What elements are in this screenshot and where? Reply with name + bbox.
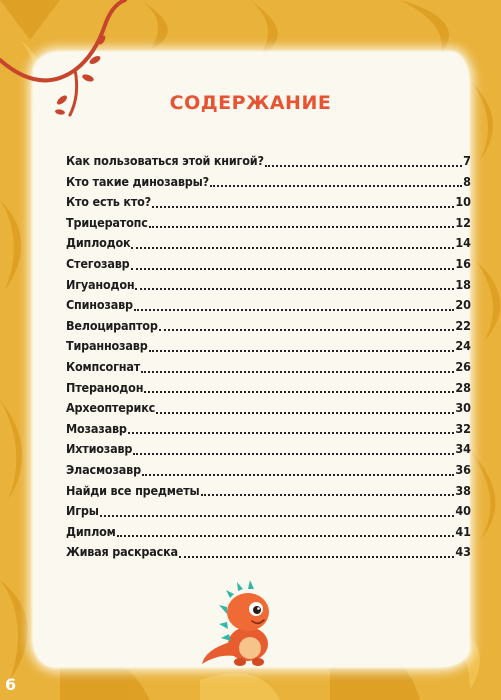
page-title: СОДЕРЖАНИЕ	[169, 92, 332, 114]
toc-entry	[66, 481, 471, 502]
toc-entry-page: 43	[455, 544, 471, 560]
toc-entry	[66, 254, 471, 275]
toc-entry-page: 38	[455, 482, 471, 498]
toc-dot-leader	[100, 514, 455, 517]
toc-dot-leader	[144, 390, 454, 393]
toc-entry-page: 10	[455, 194, 471, 210]
toc-dot-leader	[134, 308, 454, 311]
toc-entry-page: 34	[455, 441, 471, 457]
toc-entry	[66, 275, 471, 296]
toc-entry	[66, 501, 471, 522]
toc-entry	[66, 151, 471, 172]
toc-dot-leader	[152, 205, 454, 208]
toc-entry-page: 14	[455, 235, 471, 251]
toc-entry-label: Кто такие динозавры?	[66, 173, 209, 189]
toc-dot-leader	[201, 493, 455, 496]
toc-entry-page: 7	[463, 153, 471, 168]
toc-entry	[66, 295, 471, 316]
toc-entry	[66, 213, 471, 234]
toc-dot-leader	[142, 473, 454, 476]
toc-entry-page: 8	[463, 173, 471, 189]
toc-entry-label: Тираннозавр	[66, 338, 148, 354]
toc-entry-label: Стегозавр	[66, 255, 130, 271]
toc-entry-page: 18	[455, 276, 471, 292]
toc-entry-label: Диплодок	[66, 235, 131, 251]
page-number: 6	[5, 675, 17, 694]
toc-entry	[66, 398, 471, 419]
toc-entry-page: 16	[455, 255, 471, 271]
toc-dot-leader	[159, 328, 455, 331]
toc-entry-label: Эласмозавр	[66, 461, 141, 477]
toc-entry	[66, 419, 471, 440]
toc-entry-label: Найди все предметы	[66, 482, 200, 498]
toc-dot-leader	[131, 267, 455, 270]
toc-entry	[66, 172, 471, 193]
table-of-contents	[66, 151, 471, 563]
toc-entry-label: Игуанодон	[66, 276, 135, 292]
toc-dot-leader	[133, 452, 454, 455]
toc-entry-label: Кто есть кто?	[66, 194, 151, 210]
toc-dot-leader	[156, 411, 454, 414]
toc-entry-label: Птеранодон	[66, 379, 144, 395]
toc-entry	[66, 192, 471, 213]
toc-entry-page: 12	[455, 214, 471, 230]
toc-entry-page: 24	[455, 338, 471, 354]
toc-entry	[66, 439, 471, 460]
toc-entry-label: Живая раскраска	[66, 544, 178, 560]
toc-entry-label: Диплом	[66, 523, 116, 539]
toc-dot-leader	[131, 246, 454, 249]
toc-entry	[66, 357, 471, 378]
toc-entry-label: Как пользоваться этой книгой?	[66, 153, 264, 168]
toc-entry	[66, 336, 471, 357]
toc-entry-page: 36	[455, 461, 471, 477]
toc-dot-leader	[128, 431, 455, 434]
toc-entry	[66, 522, 471, 543]
toc-dot-leader	[117, 534, 455, 537]
toc-entry-label: Велоцираптор	[66, 317, 158, 333]
toc-dot-leader	[210, 184, 462, 187]
toc-entry-label: Игры	[66, 503, 99, 519]
toc-dot-leader	[149, 349, 455, 352]
toc-entry-page: 41	[455, 523, 471, 539]
toc-entry	[66, 233, 471, 254]
toc-entry-label: Ихтиозавр	[66, 441, 133, 457]
toc-entry-page: 22	[455, 317, 471, 333]
toc-entry-page: 32	[455, 420, 471, 436]
toc-entry-page: 26	[455, 358, 471, 374]
toc-entry	[66, 542, 471, 563]
toc-entry-label: Мозазавр	[66, 420, 127, 436]
toc-entry-page: 28	[455, 379, 471, 395]
toc-entry-label: Трицератопс	[66, 214, 148, 230]
toc-dot-leader	[149, 225, 455, 228]
toc-entry-page: 30	[455, 400, 471, 416]
toc-dot-leader	[265, 164, 462, 167]
toc-entry-label: Компсогнат	[66, 358, 141, 374]
toc-entry	[66, 316, 471, 337]
toc-dot-leader	[141, 370, 454, 373]
toc-entry-label: Спинозавр	[66, 297, 133, 313]
toc-entry-label: Археоптерикс	[66, 400, 156, 416]
toc-entry-page: 20	[455, 297, 471, 313]
toc-dot-leader	[135, 287, 454, 290]
toc-entry-page: 40	[455, 503, 471, 519]
baby-dinosaur-icon	[200, 572, 300, 672]
toc-dot-leader	[179, 555, 454, 558]
toc-entry	[66, 460, 471, 481]
toc-entry	[66, 378, 471, 399]
